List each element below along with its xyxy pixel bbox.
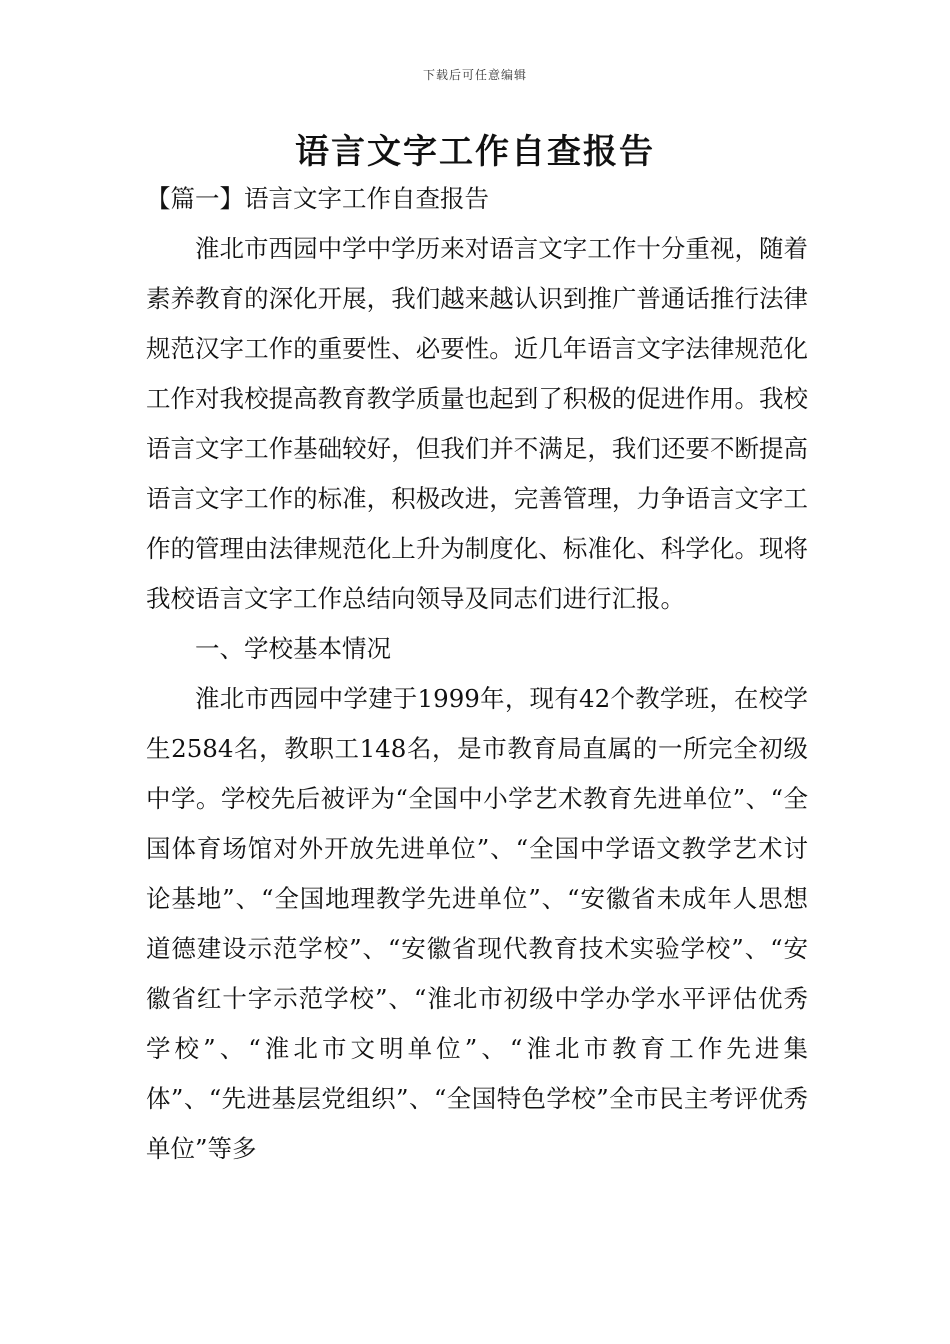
- subheading-school-info: 一、学校基本情况: [195, 634, 391, 663]
- paragraph-school-info: 淮北市西园中学建于1999年，现有42个教学班，在校学生2584名，教职工148名，是市教育局直属的一所完全初级中学。学校先后被评为“全国中小学艺术教育先进单位”、“全国体育场馆对外开放先进单位”、“全国中学语文教学艺术讨论基地”、“全国地理教学先进单位”、“安徽省未成年人思想道德建设示范学校”、“安徽省现代教育技术实验学校”、“安徽省红十字示范学校”、“淮北市初级中学办学水平评估优秀学校”、“淮北市文明单位”、“淮北市教育工作先进集体”、“先进基层党组织”、“全国特色学校”全市民主考评优秀单位”等多: [146, 684, 808, 1163]
- section-heading: 【篇一】语言文字工作自查报告: [146, 184, 489, 213]
- page-header-note: 下载后可任意编辑: [422, 68, 527, 82]
- document-title: 语言文字工作自查报告: [295, 132, 655, 172]
- document-body: [146, 174, 808, 1174]
- paragraph-intro: 淮北市西园中学中学历来对语言文字工作十分重视，随着素养教育的深化开展，我们越来越认识到推广普通话推行法律规范汉字工作的重要性、必要性。近几年语言文字法律规范化工作对我校提高教育教学质量也起到了积极的促进作用。我校语言文字工作基础较好，但我们并不满足，我们还要不断提高语言文字工作的标准，积极改进，完善管理，力争语言文字工作的管理由法律规范化上升为制度化、标准化、科学化。现将我校语言文字工作总结向领导及同志们进行汇报。: [146, 234, 808, 613]
